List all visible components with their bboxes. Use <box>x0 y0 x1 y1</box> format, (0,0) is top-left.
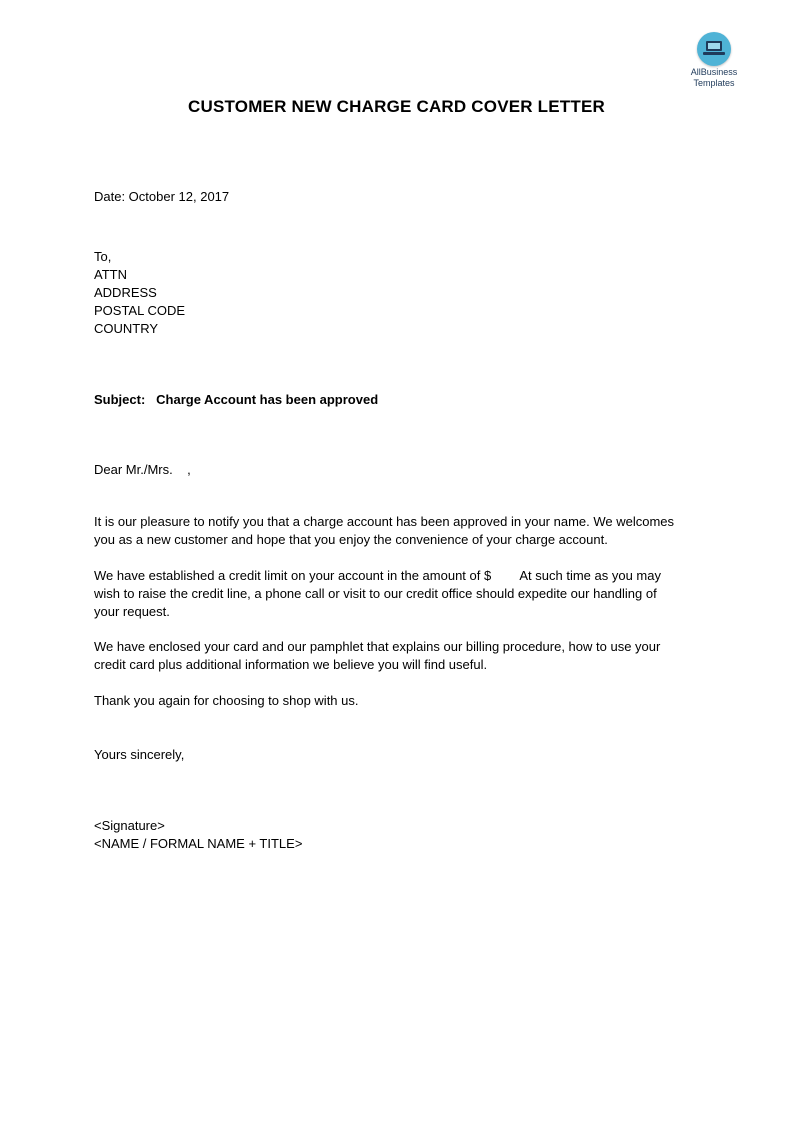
paragraph-2-line-2: wish to raise the credit line, a phone call or visit to our credit office should expedite our handling of <box>94 586 657 601</box>
salutation: Dear Mr./Mrs. , <box>94 462 191 477</box>
closing: Yours sincerely, <box>94 747 185 762</box>
paragraph-4: Thank you again for choosing to shop with us. <box>94 693 359 708</box>
name-title-placeholder: <NAME / FORMAL NAME + TITLE> <box>94 836 303 851</box>
subject-line <box>94 391 378 409</box>
paragraph-3-line-1: We have enclosed your card and our pamphlet that explains our billing procedure, how to use your <box>94 639 661 654</box>
paragraph-2-line-3: your request. <box>94 604 170 619</box>
address-attn: ATTN <box>94 267 127 282</box>
subject-text: Charge Account has been approved <box>156 392 379 407</box>
address-to: To, <box>94 249 112 264</box>
laptop-icon <box>697 32 731 66</box>
signature-placeholder: <Signature> <box>94 818 165 833</box>
date-line: Date: October 12, 2017 <box>94 189 230 204</box>
company-logo <box>682 32 746 88</box>
paragraph-2-line-1: We have established a credit limit on your account in the amount of $ At such time as you may <box>94 568 661 583</box>
paragraph-3-line-2: credit card plus additional information we believe you will find useful. <box>94 657 488 672</box>
subject-label: Subject: <box>94 392 146 407</box>
paragraph-3 <box>94 638 714 674</box>
address-line: ADDRESS <box>94 285 157 300</box>
address-country: COUNTRY <box>94 321 159 336</box>
paragraph-1 <box>94 513 714 549</box>
paragraph-2 <box>94 567 714 621</box>
paragraph-1-line-2: you as a new customer and hope that you enjoy the convenience of your charge account. <box>94 532 608 547</box>
paragraph-1-line-1: It is our pleasure to notify you that a charge account has been approved in your name. We welcomes <box>94 514 675 529</box>
logo-text-line1: AllBusiness <box>690 67 738 77</box>
address-postal-code: POSTAL CODE <box>94 303 186 318</box>
logo-text-line2: Templates <box>693 78 735 88</box>
letter-title: CUSTOMER NEW CHARGE CARD COVER LETTER <box>188 97 605 116</box>
